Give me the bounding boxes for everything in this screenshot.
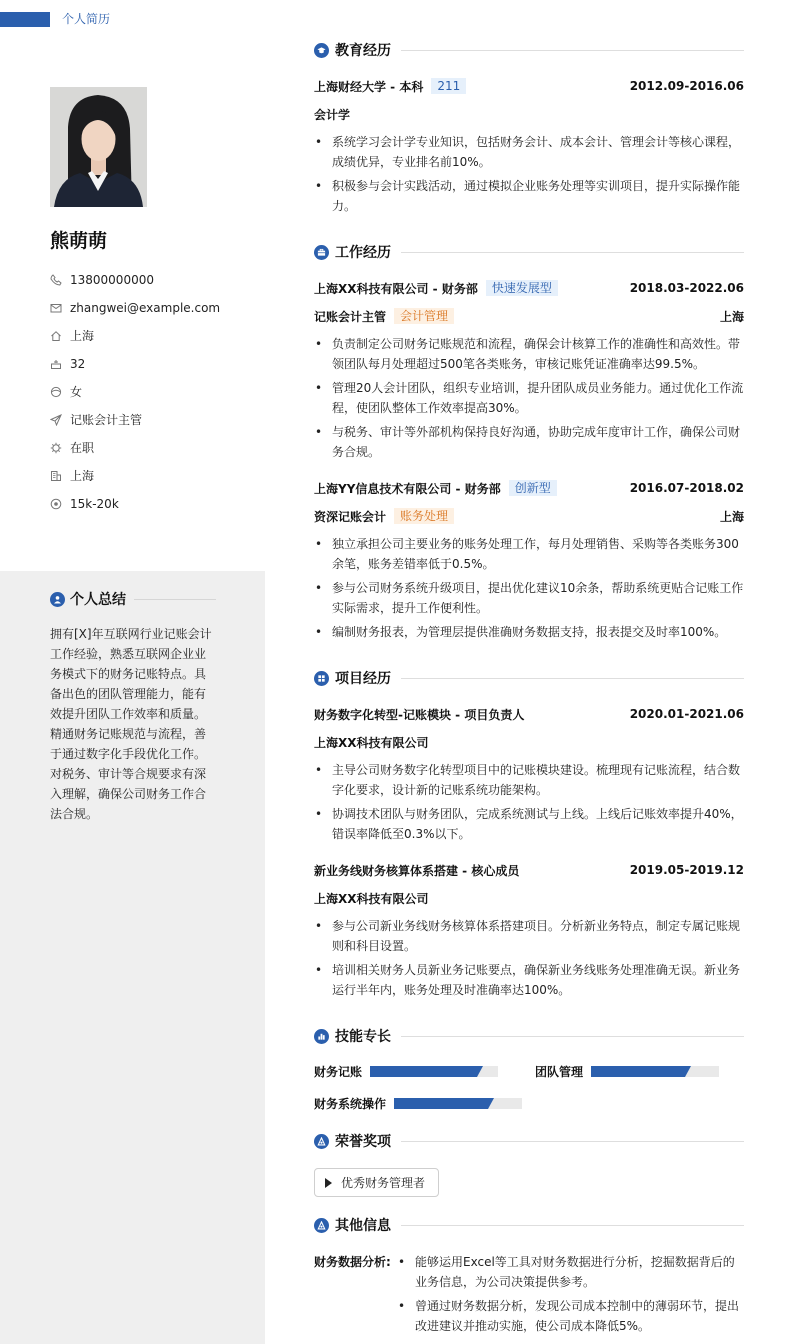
- info-home: 上海: [50, 322, 220, 350]
- project-company-row: [314, 889, 744, 907]
- job-bullet: • 管理20人会计团队，组织专业培训，提升团队成员业务能力。通过优化工作流程，使团队整体工作效率提高30%。: [314, 378, 744, 418]
- info-salary: 15k-20k: [50, 490, 220, 518]
- summary-header: [50, 589, 216, 609]
- candidate-name: 熊萌萌: [50, 230, 108, 252]
- company-tag: 创新型: [509, 480, 557, 496]
- project-date: 2019.05-2019.12: [629, 863, 744, 877]
- bar-chart-icon: [314, 1029, 329, 1044]
- job-date: 2018.03-2022.06: [629, 281, 744, 295]
- skill-bar: [370, 1066, 498, 1077]
- age-icon: [50, 358, 62, 370]
- info-age: 32: [50, 350, 220, 378]
- award-item[interactable]: 优秀财务管理者: [314, 1168, 439, 1197]
- grid-icon: [314, 671, 329, 686]
- send-icon: [50, 414, 62, 426]
- info-icon: [314, 1218, 329, 1233]
- header-accent-bar: [0, 12, 50, 27]
- job-date: 2016.07-2018.02: [629, 481, 744, 495]
- company-tag: 快速发展型: [486, 280, 558, 296]
- skill-label: 财务系统操作: [314, 1097, 387, 1111]
- position-tag: 账务处理: [394, 508, 454, 524]
- job-bullet: • 独立承担公司主要业务的账务处理工作，每月处理销售、采购等各类账务300余笔，账务差错率低于0.5%。: [314, 534, 744, 574]
- project-date: 2020.01-2021.06: [629, 707, 744, 721]
- school-name: 上海财经大学 - 本科: [314, 79, 424, 94]
- job-bullet: • 参与公司财务系统升级项目，提出优化建议10余条，帮助系统更贴合记账工作实际需求，提升工作便利性。: [314, 578, 744, 618]
- position-name: 资深记账会计: [314, 509, 387, 524]
- work-header: 工作经历: [314, 242, 744, 262]
- skill-bar: [591, 1066, 719, 1077]
- education-row: [314, 77, 744, 95]
- school-tag: 211: [431, 78, 466, 94]
- other-header: 其他信息: [314, 1215, 744, 1235]
- major: 会计学: [314, 107, 351, 122]
- graduation-cap-icon: [314, 43, 329, 58]
- avatar: [50, 87, 147, 207]
- project-name: 新业务线财务核算体系搭建 - 核心成员: [314, 863, 520, 878]
- phone-icon: [50, 274, 62, 286]
- project-company: 上海XX科技有限公司: [314, 735, 429, 750]
- contact-info-list: [50, 266, 220, 518]
- position-tag: 会计管理: [394, 308, 454, 324]
- info-position: 记账会计主管: [50, 406, 220, 434]
- summary-title: 个人总结: [70, 592, 126, 608]
- status-icon: [50, 442, 62, 454]
- skill-fill: [394, 1098, 488, 1109]
- skill-label: 团队管理: [535, 1065, 584, 1079]
- job-bullet: • 负责制定公司财务记账规范和流程，确保会计核算工作的准确性和高效性。带领团队每月处理超过500笔各类账务，审核记账凭证准确率达99.5%。: [314, 334, 744, 374]
- info-city: 上海: [50, 462, 220, 490]
- skill-fill: [591, 1066, 685, 1077]
- other-bullet: • 能够运用Excel等工具对财务数据进行分析，挖掘数据背后的业务信息，为公司决策提供参考。: [398, 1252, 744, 1292]
- other-bullet: • 曾通过财务数据分析，发现公司成本控制中的薄弱环节，提出改进建议并推动实施，使公司成本降低5%。: [398, 1296, 744, 1336]
- skill-label: 财务记账: [314, 1065, 363, 1079]
- avatar-portrait-icon: [50, 87, 147, 207]
- project-bullet: • 参与公司新业务线财务核算体系搭建项目。分析新业务特点，制定专属记账规则和科目设置。: [314, 916, 744, 956]
- job-location: 上海: [719, 309, 744, 324]
- job-row: [314, 279, 744, 297]
- education-bullet: • 积极参与会计实践活动，通过模拟企业账务处理等实训项目，提升实际操作能力。: [314, 176, 744, 216]
- project-row: [314, 861, 744, 879]
- awards-header: 荣誉奖项: [314, 1131, 744, 1151]
- info-phone: 13800000000: [50, 266, 220, 294]
- company-name: 上海XX科技有限公司 - 财务部: [314, 281, 478, 296]
- education-header: 教育经历: [314, 40, 744, 60]
- skill-fill: [370, 1066, 477, 1077]
- project-row: [314, 705, 744, 723]
- job-bullet: • 编制财务报表，为管理层提供准确财务数据支持，报表提交及时率100%。: [314, 622, 744, 642]
- project-bullet: • 主导公司财务数字化转型项目中的记账模块建设。梳理现有记账流程，结合数字化要求，设计新的记账系统功能架构。: [314, 760, 744, 800]
- education-date: 2012.09-2016.06: [629, 79, 744, 93]
- project-name: 财务数字化转型-记账模块 - 项目负责人: [314, 707, 525, 722]
- play-icon: [325, 1178, 332, 1188]
- skill-bar: [394, 1098, 522, 1109]
- info-gender: 女: [50, 378, 220, 406]
- gender-icon: [50, 386, 62, 398]
- project-company: 上海XX科技有限公司: [314, 891, 429, 906]
- other-label: 财务数据分析:: [314, 1255, 391, 1269]
- job-row: [314, 479, 744, 497]
- job-location: 上海: [719, 509, 744, 524]
- projects-header: 项目经历: [314, 668, 744, 688]
- home-icon: [50, 330, 62, 342]
- major-row: [314, 105, 744, 123]
- info-status: 在职: [50, 434, 220, 462]
- summary-text: 拥有[X]年互联网行业记账会计工作经验，熟悉互联网企业业务模式下的财务记账特点。具备出色的团队管理能力，能有效提升团队工作效率和质量。精通财务记账规范与流程，善于通过数字化手段优化工作。对税务、审计等合规要求有深入理解，确保公司财务工作合法合规。: [50, 627, 212, 821]
- page-title: 个人简历: [62, 12, 111, 26]
- skills-header: 技能专长: [314, 1026, 744, 1046]
- project-bullet: • 培训相关财务人员新业务记账要点，确保新业务线账务处理准确无误。新业务运行半年内，账务处理及时准确率达100%。: [314, 960, 744, 1000]
- briefcase-icon: [314, 245, 329, 260]
- award-icon: [314, 1134, 329, 1149]
- education-bullet: • 系统学习会计学专业知识，包括财务会计、成本会计、管理会计等核心课程，成绩优异，专业排名前10%。: [314, 132, 744, 172]
- user-icon: [50, 592, 65, 607]
- mail-icon: [50, 302, 62, 314]
- job-bullet: • 与税务、审计等外部机构保持良好沟通，协助完成年度审计工作，确保公司财务合规。: [314, 422, 744, 462]
- info-email: zhangwei@example.com: [50, 294, 220, 322]
- company-name: 上海YY信息技术有限公司 - 财务部: [314, 481, 501, 496]
- project-company-row: [314, 733, 744, 751]
- position-name: 记账会计主管: [314, 309, 387, 324]
- salary-icon: [50, 498, 62, 510]
- project-bullet: • 协调技术团队与财务团队，完成系统测试与上线。上线后记账效率提升40%，错误率降低至0.3%以下。: [314, 804, 744, 844]
- position-row: [314, 507, 744, 525]
- summary-divider: [134, 599, 216, 600]
- building-icon: [50, 470, 62, 482]
- position-row: [314, 307, 744, 325]
